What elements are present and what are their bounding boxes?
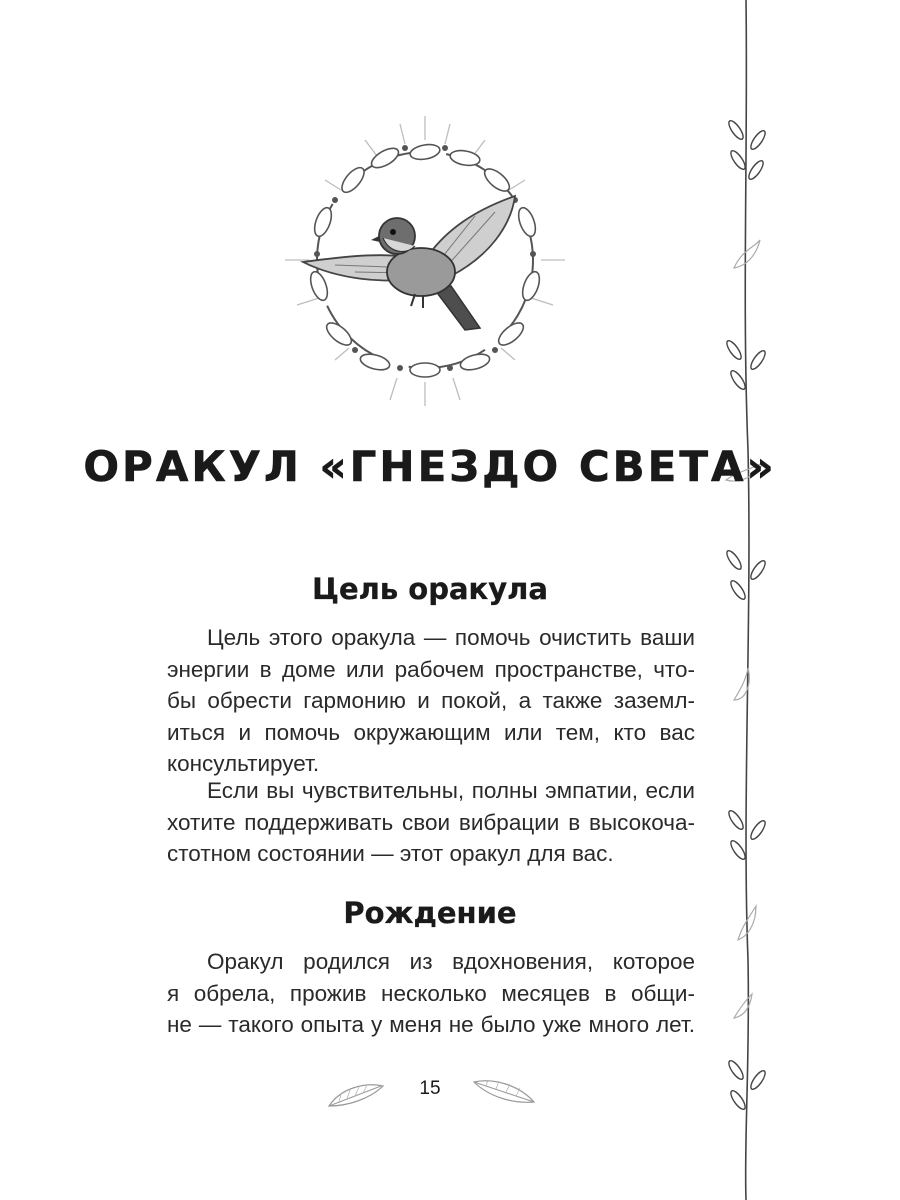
paragraph-goal-1 bbox=[167, 622, 695, 780]
feather-icon bbox=[325, 1076, 387, 1112]
text-line: Если вы чувствительны, полны эмпатии, если bbox=[207, 778, 695, 803]
page-number: 15 bbox=[419, 1078, 441, 1099]
text-line: не — такого опыта у меня не было уже много лет. bbox=[167, 1012, 695, 1037]
text-line: Цель этого оракула — помочь очистить ваши bbox=[207, 625, 695, 650]
bird-in-wreath-icon bbox=[275, 110, 575, 410]
text-line: Оракул родился из вдохновения, которое bbox=[207, 949, 695, 974]
feather-icon bbox=[470, 1074, 538, 1112]
paragraph-birth-1 bbox=[167, 946, 695, 1041]
section-heading-goal: Цель оракула bbox=[312, 572, 548, 606]
text-line: бы обрести гармонию и покой, а также заземл- bbox=[167, 688, 695, 713]
paragraph-goal-2 bbox=[167, 775, 695, 870]
section-heading-birth: Рождение bbox=[343, 896, 517, 930]
text-line: энергии в доме или рабочем пространстве, что- bbox=[167, 656, 695, 682]
text-line: я обрела, прожив несколько месяцев в общи- bbox=[167, 980, 695, 1006]
text-line: стотном состоянии — этот оракул для вас. bbox=[167, 841, 614, 866]
text-line: консультирует. bbox=[167, 751, 320, 776]
page-title: ОРАКУЛ «ГНЕЗДО СВЕТА» bbox=[83, 442, 777, 491]
text-line: хотите поддерживать свои вибрации в высокоча- bbox=[167, 809, 695, 835]
text-line: иться и помочь окружающим или тем, кто вас bbox=[167, 719, 695, 745]
